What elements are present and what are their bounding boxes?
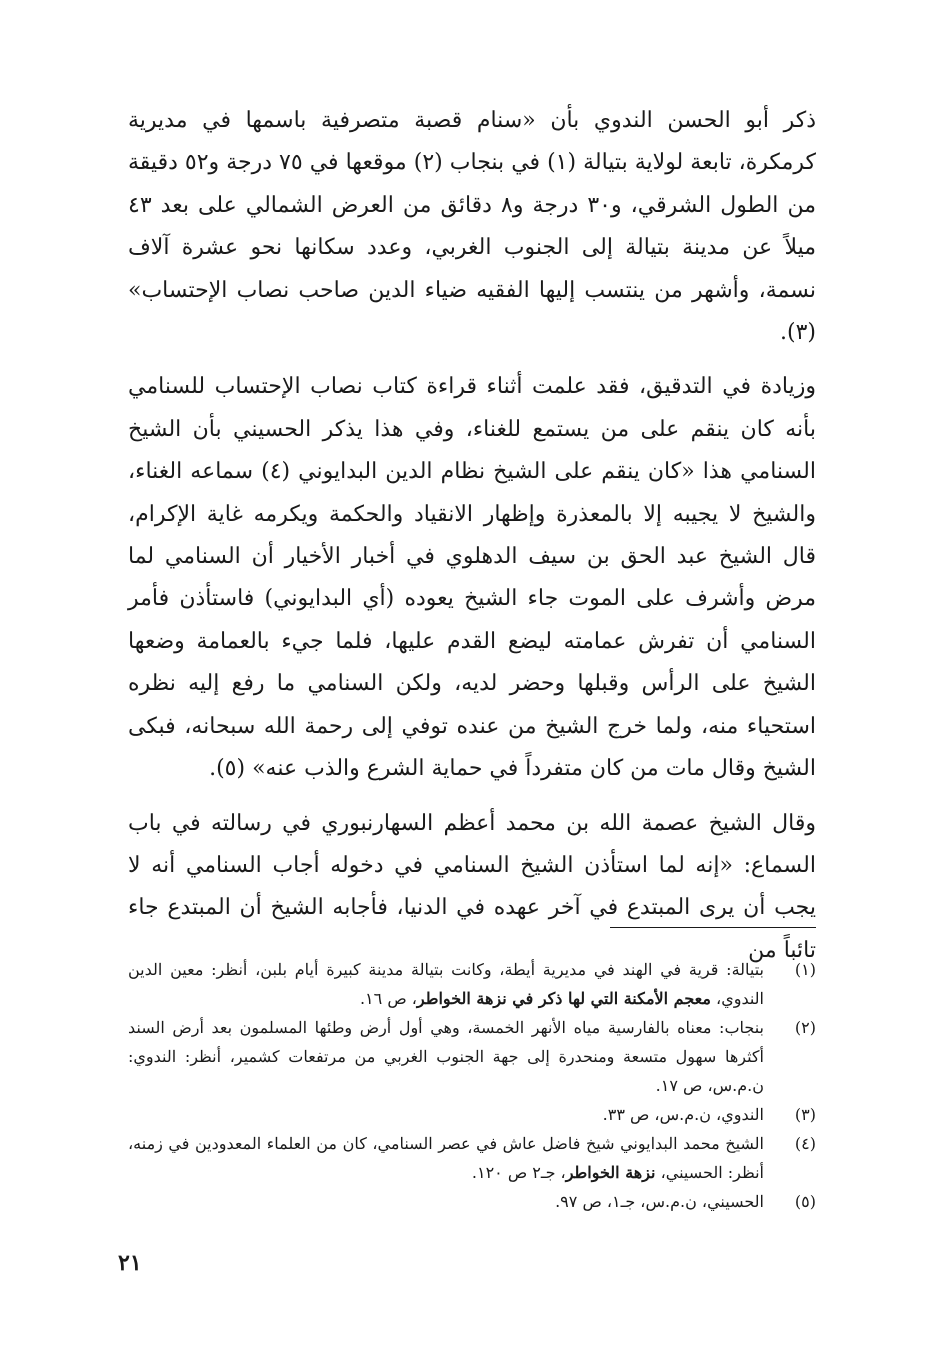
footnote-text-part: بتيالة: قرية في الهند في مديرية أيطة، وكانت بتيالة مدينة كبيرة أيام بلبن، أنظر: معين الدين الندوي، — [128, 960, 765, 1008]
footnote-book-title: معجم الأمكنة التي لها ذكر في نزهة الخواطر — [416, 989, 711, 1008]
footnote-1 — [128, 955, 816, 1013]
main-text — [128, 100, 816, 972]
footnote-number: (١) — [794, 960, 816, 979]
footnote-text-part: الشيخ محمد البدايوني شيخ فاضل عاش في عصر السنامي، كان من العلماء المعدودين في زمنه، أنظر: الحسيني، — [128, 1134, 764, 1182]
footnote-2 — [128, 1013, 816, 1100]
paragraph-1: ذكر أبو الحسن الندوي بأن «سنام قصبة متصرفية باسمها في مديرية كرمكرة، تابعة لولاية بتيالة (١) في بنجاب (٢) موقعها في ٧٥ درجة و٥٢ دقيقة من الطول الشرقي، و٣٠ درجة و٨ دقائق من العرض الشمالي على بعد ٤٣ ميلاً عن مدينة بتيالة إلى الجنوب الغربي، وعدد سكانها نحو عشرة آلاف نسمة، وأشهر من ينتسب إليها الفقيه ضياء الدين صاحب نصاب الإحتساب» (٣). — [128, 108, 816, 346]
paragraph-2: وزيادة في التدقيق، فقد علمت أثناء قراءة كتاب نصاب الإحتساب للسنامي بأنه كان ينقم على من يستمع للغناء، وفي هذا يذكر الحسيني بأن الشيخ السنامي هذا «كان ينقم على الشيخ نظام الدين البدايوني (٤) سماعه الغناء، والشيخ لا يجيبه إلا بالمعذرة وإظهار الانقياد والحكمة ويكرمه غاية الإكرام، قال الشيخ عبد الحق بن سيف الدهلوي في أخبار الأخيار أن السنامي لما مرض وأشرف على الموت جاء الشيخ يعوده (أي البدايوني) فاستأذن فأمر السنامي أن تفرش عمامته ليضع القدم عليها، فلما جيء بالعمامة وضعها الشيخ على الرأس وقبلها وحضر لديه، ولكن السنامي ما رفع إليه نظره استحياء منه، ولما خرج الشيخ من عنده توفي إلى رحمة الله سبحانه، فبكى الشيخ وقال مات من كان متفرداً في حماية الشرع والذب عنه» (٥). — [128, 374, 816, 782]
footnote-number: (٥) — [794, 1192, 816, 1211]
footnote-number: (٢) — [794, 1018, 816, 1037]
footnote-text-part: ، ص ١٦. — [359, 989, 417, 1008]
footnote-text: الندوي، ن.م.س، ص ٣٣. — [602, 1105, 764, 1124]
footnote-4 — [128, 1129, 816, 1187]
page-number: ٢١ — [118, 1250, 142, 1276]
footnote-text — [128, 955, 764, 1013]
footnote-text: الحسيني، ن.م.س، جـ١، ص ٩٧. — [555, 1192, 764, 1211]
footnote-text — [128, 1129, 764, 1187]
footnotes — [128, 955, 816, 1216]
footnote-text-part: ، جـ٢ ص ١٢٠. — [471, 1163, 566, 1182]
paragraph-3: وقال الشيخ عصمة الله بن محمد أعظم السهارنبوري في رسالته في باب السماع: «إنه لما استأذن الشيخ السنامي في دخوله أجاب السنامي أنه لا يجب أن يرى المبتدع في آخر عهده في الدنيا، فأجابه الشيخ أن المبتدع جاء تائباً من — [128, 810, 816, 963]
footnote-5 — [128, 1187, 816, 1216]
footnote-3 — [128, 1100, 816, 1129]
footnote-number: (٣) — [794, 1105, 816, 1124]
footnote-separator — [610, 927, 816, 928]
footnote-number: (٤) — [794, 1134, 816, 1153]
footnote-text: بنجاب: معناه بالفارسية مياه الأنهر الخمسة، وهي أول أرض وطئها المسلمون بعد أرض السند أكثرها سهول متسعة ومنحدرة إلى جهة الجنوب الغربي من مرتفعات كشمير، أنظر: الندوي: ن.م.س، ص ١٧. — [128, 1018, 764, 1095]
footnote-book-title: نزهة الخواطر — [565, 1163, 656, 1182]
